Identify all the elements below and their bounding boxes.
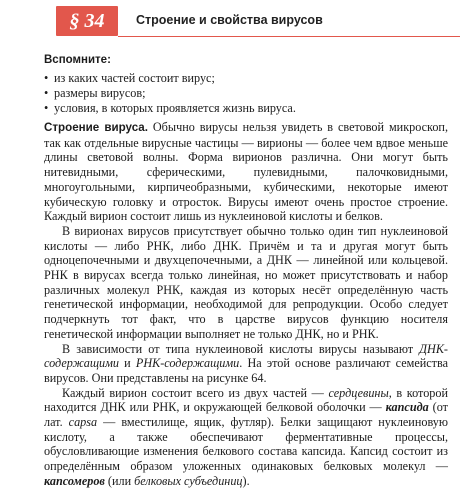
term-capsa: capsa	[68, 415, 98, 430]
body-text	[44, 120, 448, 489]
term-capsomeres: капсомеров	[44, 473, 105, 488]
recall-item: • размеры вирусов;	[44, 86, 444, 101]
text-run: Каждый вирион состоит всего из двух частей —	[62, 385, 329, 400]
section-number-badge: § 34	[56, 6, 118, 36]
term-capsid: капсида	[385, 400, 429, 415]
recall-item: • условия, в которых проявляется жизнь вируса.	[44, 101, 444, 116]
recall-item: • из каких частей состоит вирус;	[44, 71, 444, 86]
paragraph-classification	[44, 342, 448, 386]
text-run: (от лат.	[44, 400, 448, 430]
recall-list	[44, 71, 444, 116]
text-run: . На этой основе различают семейства вирусов. Они представлены на рисунке 64.	[44, 356, 448, 385]
term-protein-subunits: белковых субъединиц	[134, 473, 243, 488]
header-divider	[118, 36, 460, 37]
text-run: — вместилище, ящик, футляр). Белки защищают нуклеиновую кислоту, а также обеспечивают ферментативные процессы, обусловливающие изменения белкового состава капсида. Капсид состоит из определённым образом уложенных одинаковых белковых молекул —	[44, 415, 448, 474]
recall-title: Вспомните:	[44, 54, 111, 66]
term-core: сердцевины	[328, 385, 389, 400]
text-run: , в которой находится ДНК или РНК, и окружающей белковой оболочки —	[44, 385, 448, 415]
text-run: ).	[242, 473, 250, 488]
paragraph-nucleic-acids: В вирионах вирусов присутствует обычно только один тип нуклеиновой кислоты — либо РНК, либо ДНК. Причём и та и другая могут быть одноцепочечными и двухцепочечными, а ДНК — линейной или кольцевой. РНК в вирусах всегда только линейная, но может присутствовать и набор различных молекул РНК, каждая из которых несёт определённую часть генетической информации, необходимой для репродукции. Особо следует подчеркнуть тот факт, что в царстве вирусов функцию носителя генетической информации выполняет не только ДНК, но и РНК.	[44, 223, 448, 341]
section-title: Строение и свойства вирусов	[136, 13, 323, 27]
paragraph-lead-heading: Строение вируса.	[44, 121, 148, 134]
recall-box	[44, 54, 444, 116]
text-run: В зависимости от типа нуклеиновой кислоты вирусы называют	[62, 341, 420, 356]
term-dna-containing: ДНК-содержащими	[44, 341, 448, 371]
text-run: и	[119, 356, 136, 371]
paragraph-structure	[44, 120, 448, 224]
term-rna-containing: РНК-содержащими	[135, 356, 240, 371]
paragraph-text: Обычно вирусы нельзя увидеть в световой микроскоп, так как отдельные вирусные частицы — вирионы — более чем вдвое меньше длины световой волны. Форма вирионов различна. Они могут быть нитевидными, сферическими, пулевидными, палочковидными, многоугольными, кирпичеобразными, кубическими, некоторые имеют кубическую головку и отросток. Вирусы имеют очень простое строение. Каждый вирион состоит лишь из нуклеиновой кислоты и белков.	[44, 120, 448, 224]
text-run: (или	[104, 473, 135, 488]
section-header	[56, 6, 460, 40]
paragraph-virion-parts	[44, 386, 448, 489]
